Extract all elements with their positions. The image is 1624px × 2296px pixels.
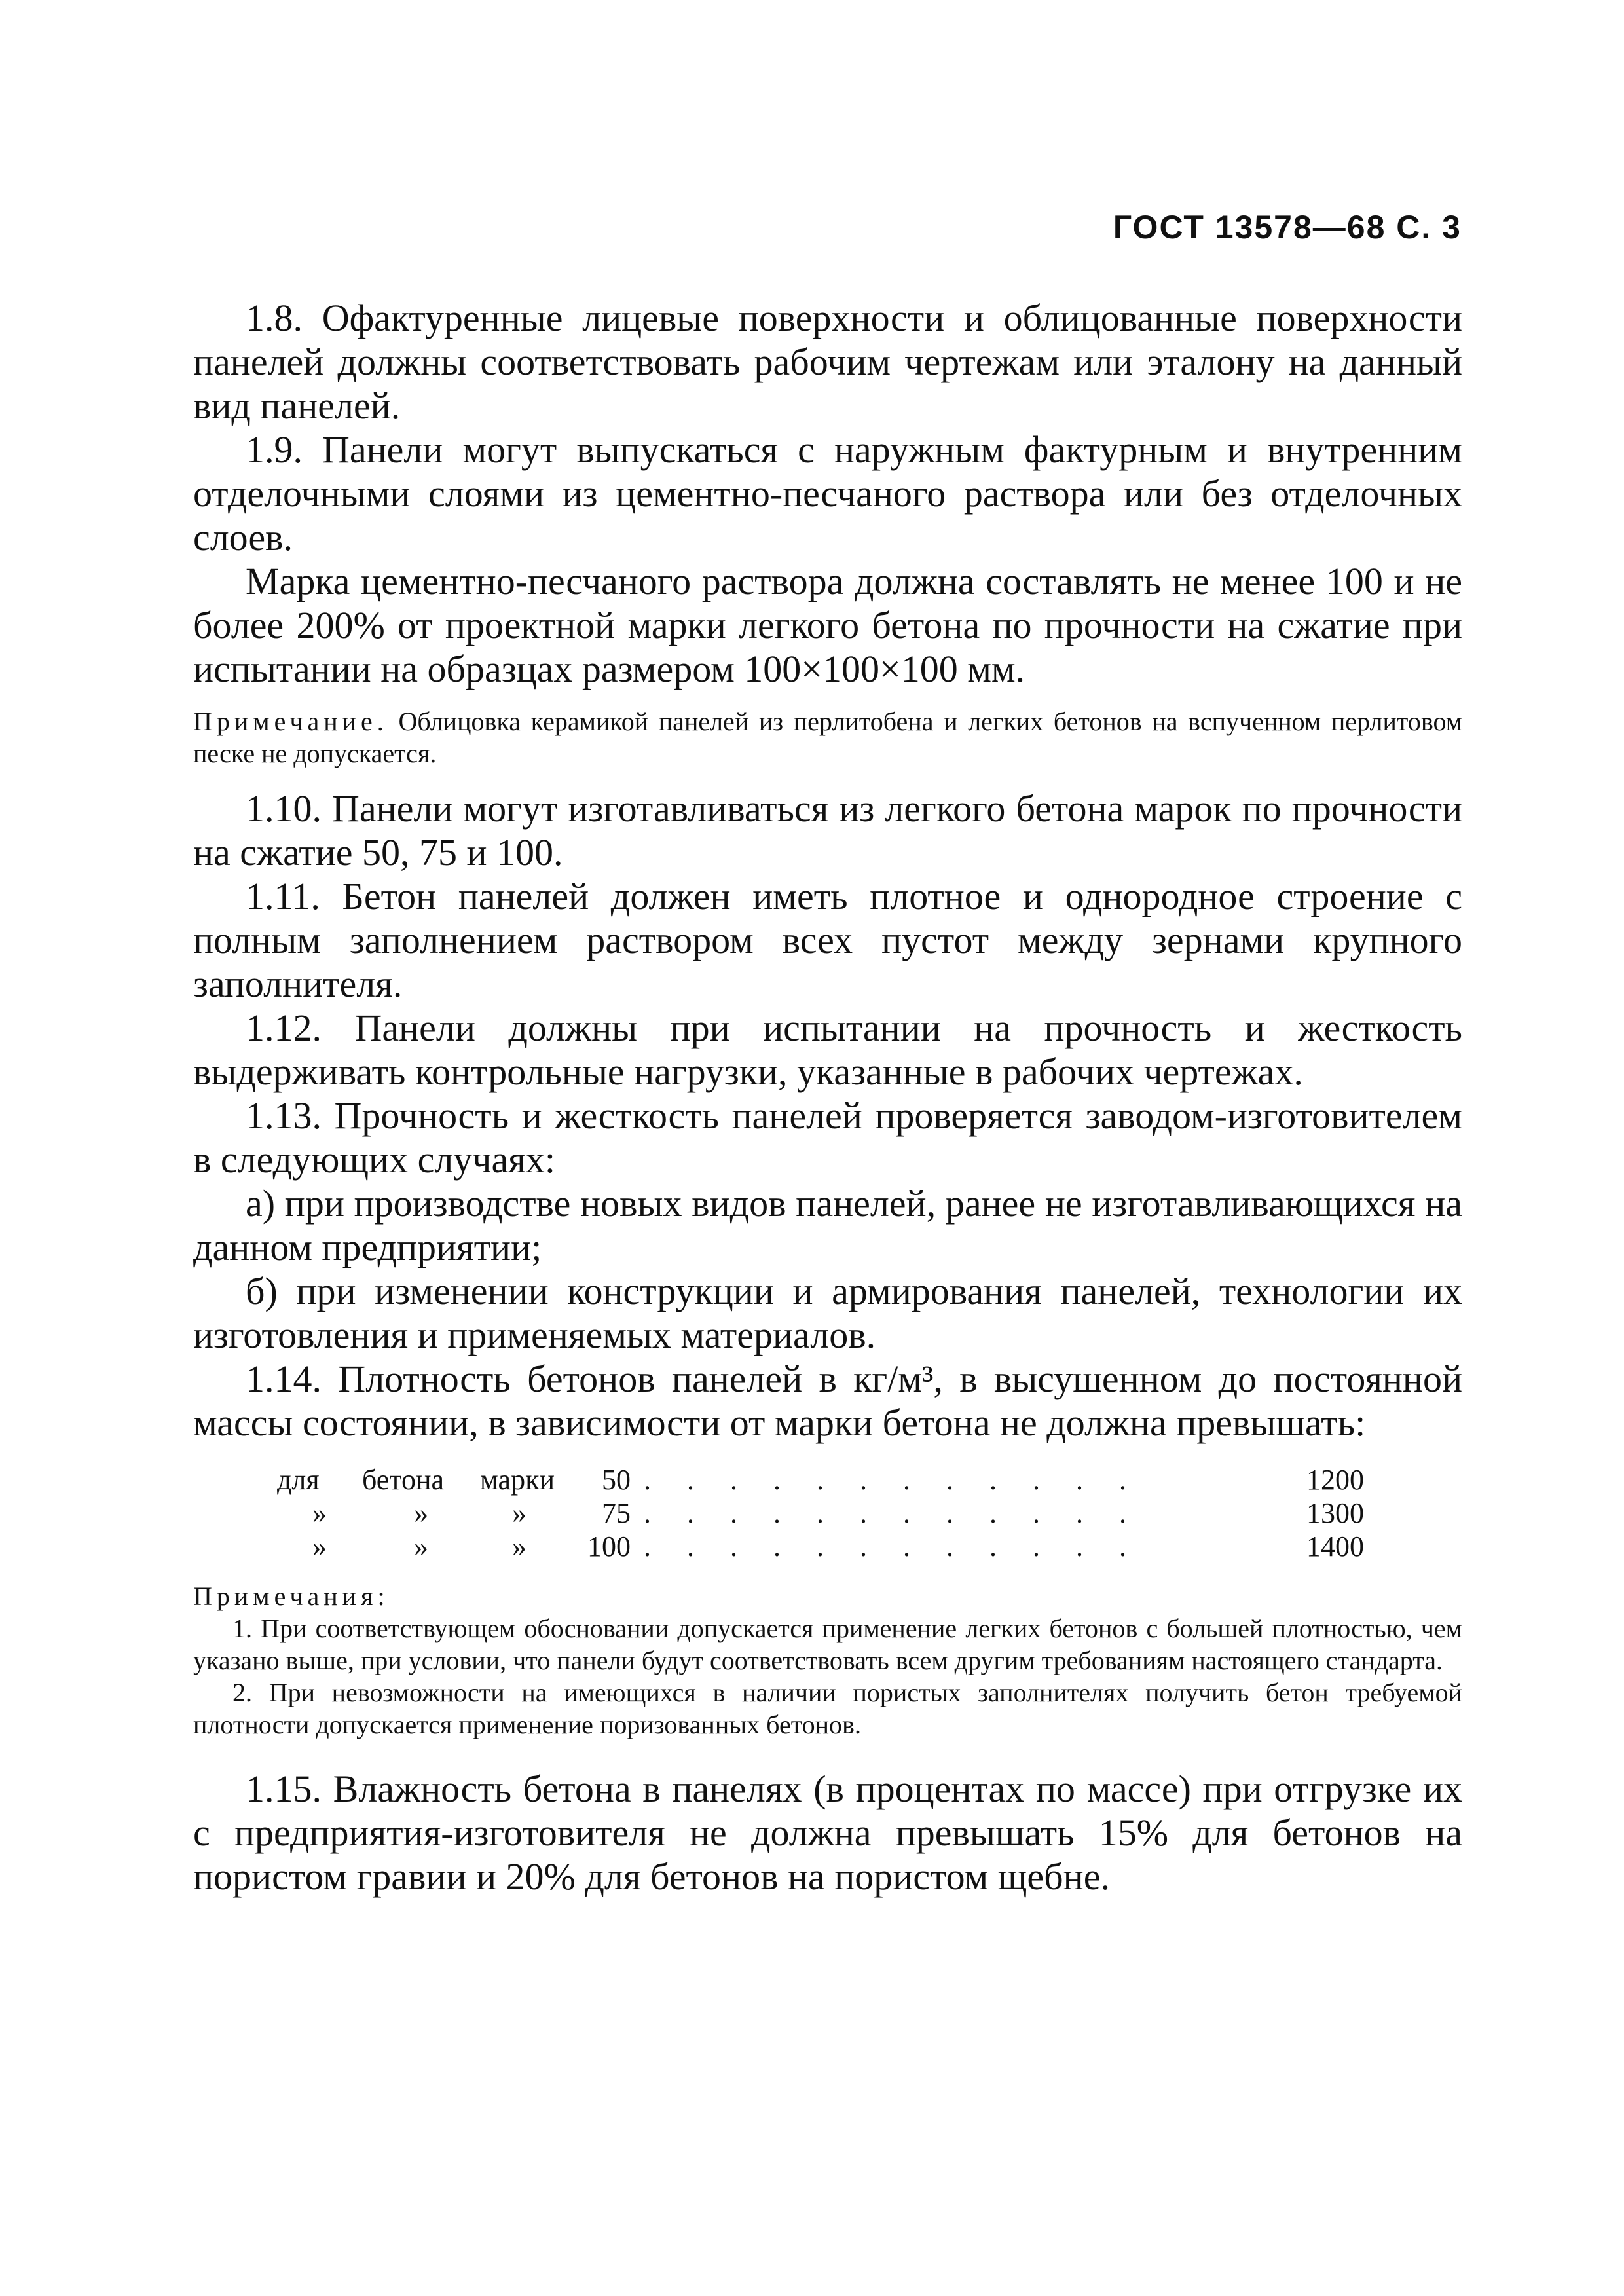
page-header: ГОСТ 13578—68 С. 3 (1113, 209, 1462, 246)
paragraph-1-14: 1.14. Плотность бетонов панелей в кг/м³, в высушенном до постоянной массы состоянии, в зависимости от марки бетона не должна превышать: (193, 1358, 1462, 1444)
paragraph-1-13: 1.13. Прочность и жесткость панелей проверяется заводом-изготовителем в следующих случаях: (193, 1094, 1462, 1181)
table-cell-value: 1300 (1306, 1497, 1364, 1529)
table-cell: бетона (362, 1464, 445, 1496)
notes-label: Примечания: (193, 1582, 390, 1611)
density-table (277, 1463, 1364, 1563)
paragraph-1-12: 1.12. Панели должны при испытании на прочность и жесткость выдерживать контрольные нагрузки, указанные в рабочих чертежах. (193, 1007, 1462, 1093)
table-cell: » (312, 1530, 327, 1563)
document-body (193, 296, 1462, 1898)
table-cell: марки (480, 1464, 555, 1496)
table-row (277, 1530, 1364, 1563)
notes-density (193, 1580, 1462, 1741)
paragraph-mortar-grade: Марка цементно-песчаного раствора должна составлять не менее 100 и не более 200% от проектной марки легкого бетона по прочности на сжатие при испытании на образцах размером 100×100×100 мм. (193, 560, 1462, 690)
table-cell: » (512, 1530, 526, 1563)
table-cell: » (414, 1497, 428, 1529)
paragraph-1-8: 1.8. Офактуренные лицевые поверхности и облицованные поверхности панелей должны соответствовать рабочим чертежам или эталону на данный вид панелей. (193, 297, 1462, 427)
table-cell-value: 1200 (1306, 1464, 1364, 1496)
table-row (277, 1496, 1364, 1530)
paragraph-1-11: 1.11. Бетон панелей должен иметь плотное и однородное строение с полным заполнением раствором всех пустот между зернами крупного заполнителя. (193, 875, 1462, 1005)
table-cell: » (414, 1530, 428, 1563)
note-label: Примечание. (193, 707, 388, 736)
table-cell-grade: 100 (587, 1530, 631, 1563)
table-cell-value: 1400 (1306, 1530, 1364, 1563)
table-cell: » (512, 1497, 526, 1529)
table-cell-grade: 50 (602, 1464, 631, 1496)
paragraph-1-10: 1.10. Панели могут изготавливаться из легкого бетона марок по прочности на сжатие 50, 75 и 100. (193, 787, 1462, 874)
note-item-2: 2. При невозможности на имеющихся в наличии пористых заполнителях получить бетон требуемой плотности допускается применение поризованных бетонов. (193, 1678, 1462, 1739)
table-cell-leader: . . . . . . . . . . . . (644, 1497, 1141, 1529)
table-cell-leader: . . . . . . . . . . . . (644, 1464, 1141, 1496)
table-cell: для (277, 1464, 320, 1496)
note-item-1: 1. При соответствующем обосновании допускается применение легких бетонов с большей плотностью, чем указано выше, при условии, что панели будут соответствовать всем другим требованиям настоящего стандарта. (193, 1614, 1462, 1675)
table-cell-grade: 75 (602, 1497, 631, 1529)
paragraph-1-13-a: а) при производстве новых видов панелей, ранее не изготавливающихся на данном предприятии; (193, 1182, 1462, 1268)
note-cladding (193, 705, 1462, 769)
table-cell-leader: . . . . . . . . . . . . (644, 1530, 1141, 1563)
paragraph-1-13-b: б) при изменении конструкции и армирования панелей, технологии их изготовления и применяемых материалов. (193, 1270, 1462, 1356)
paragraph-1-9: 1.9. Панели могут выпускаться с наружным фактурным и внутренним отделочными слоями из цементно-песчаного раствора или без отделочных слоев. (193, 428, 1462, 559)
paragraph-1-15: 1.15. Влажность бетона в панелях (в процентах по массе) при отгрузке их с предприятия-изготовителя не должна превышать 15% для бетонов на пористом гравии и 20% для бетонов на пористом щебне. (193, 1768, 1462, 1898)
note-text: Облицовка керамикой панелей из перлитобена и легких бетонов на вспученном перлитовом песке не допускается. (193, 707, 1462, 768)
table-row (277, 1463, 1364, 1496)
table-cell: » (312, 1497, 327, 1529)
